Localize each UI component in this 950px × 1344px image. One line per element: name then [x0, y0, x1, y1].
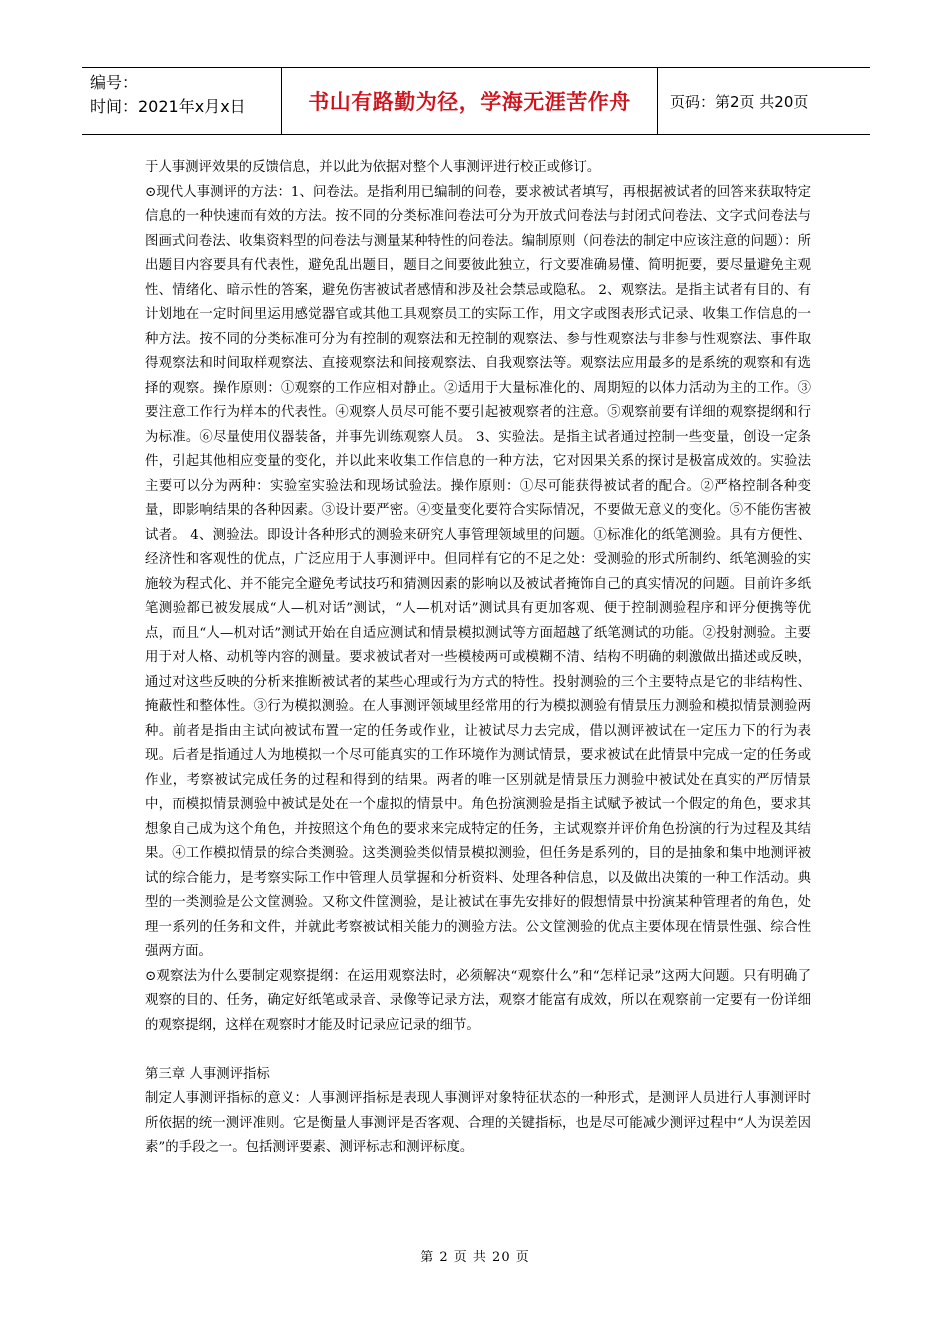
- header-page-number: 页码：第2页 共20页: [670, 92, 809, 111]
- document-number-label: 编号：: [90, 73, 139, 92]
- header-motto: 书山有路勤为径，学海无涯苦作舟: [282, 68, 658, 134]
- body-paragraph-2: ⊙现代人事测评的方法：1、问卷法。是指利用已编制的问卷，要求被试者填写，再根据被试者的回答来获取特定信息的一种快速而有效的方法。按不同的分类标准问卷法可分为开放式问卷法与封闭式问卷法、文字式问卷法与图画式问卷法、收集资料型的问卷法与测量某种特性的问卷法。编制原则（问卷法的制定中应该注意的问题）：所出题目内容要具有代表性，避免乱出题目，题目之间要彼此独立，行文要准确易懂、简明扼要，要尽量避免主观性、情绪化、暗示性的答案，避免伤害被试者感情和涉及社会禁忌或隐私。 2、观察法。是指主试者有目的、有计划地在一定时间里运用感觉器官或其他工具观察员工的实际工作，用文字或图表形式记录、收集工作信息的一种方法。按不同的分类标准可分为有控制的观察法和无控制的观察法、参与性观察法与非参与性观察法、事件取得观察法和时间取样观察法、直接观察法和间接观察法、自我观察法等。观察法应用最多的是系统的观察和有选择的观察。操作原则：①观察的工作应相对静止。②适用于大量标准化的、周期短的以体力活动为主的工作。③要注意工作行为样本的代表性。④观察人员尽可能不要引起被观察者的注意。⑤观察前要有详细的观察提纲和行为标准。⑥尽量使用仪器装备，并事先训练观察人员。 3、实验法。是指主试者通过控制一些变量，创设一定条件，引起其他相应变量的变化，并以此来收集工作信息的一种方法，它对因果关系的探讨是极富成效的。实验法主要可以分为两种：实验室实验法和现场试验法。操作原则：①尽可能获得被试者的配合。②严格控制各种变量，即影响结果的各种因素。③设计要严密。④变量变化要符合实际情况，不要做无意义的变化。⑤不能伤害被试者。 4、测验法。即设计各种形式的测验来研究人事管理领域里的问题。①标准化的纸笔测验。具有方便性、经济性和客观性的优点，广泛应用于人事测评中。但同样有它的不足之处：受测验的形式所制约、纸笔测验的实施较为程式化、并不能完全避免考试技巧和猜测因素的影响以及被试者掩饰自己的真实情况的问题。目前许多纸笔测验都已被发展成“人—机对话”测试，“人—机对话”测试具有更加客观、便于控制测验程序和评分便携等优点，而且“人—机对话”测试开始在自适应测试和情景模拟测试等方面超越了纸笔测试的功能。②投射测验。主要用于对人格、动机等内容的测量。要求被试者对一些模棱两可或模糊不清、结构不明确的刺激做出描述或反映，通过对这些反映的分析来推断被试者的某些心理或行为方式的特性。投射测验的三个主要特点是它的非结构性、掩蔽性和整体性。③行为模拟测验。在人事测评领域里经常用的行为模拟测验有情景压力测验和模拟情景测验两种。前者是指由主试向被试布置一定的任务或作业，让被试尽力去完成，借以测评被试在一定压力下的行为表现。后者是指通过人为地模拟一个尽可能真实的工作环境作为测试情景，要求被试在此情景中完成一定的任务或作业，考察被试完成任务的过程和得到的结果。两者的唯一区别就是情景压力测验中被试处在真实的严厉情景中，而模拟情景测验中被试是处在一个虚拟的情景中。角色扮演测验是指主试赋予被试一个假定的角色，要求其想象自己成为这个角色，并按照这个角色的要求来完成特定的任务，主试观察并评价角色扮演的行为过程及其结果。④工作模拟情景的综合类测验。这类测验类似情景模拟测验，但任务是系列的，目的是抽象和集中地测评被试的综合能力，是考察实际工作中管理人员掌握和分析资料、处理各种信息，以及做出决策的一种工作活动。典型的一类测验是公文筐测验。又称文件筐测验，是让被试在事先安排好的假想情景中扮演某种管理者的角色，处理一系列的任务和文件，并就此考察被试相关能力的测验方法。公文筐测验的优点主要体现在情景性强、综合性强两方面。: [145, 184, 811, 959]
- body-paragraph-3: ⊙观察法为什么要制定观察提纲：在运用观察法时，必须解决“观察什么”和“怎样记录”这两大问题。只有明确了观察的目的、任务，确定好纸笔或录音、录像等记录方法，观察才能富有成效，所以在观察前一定要有一份详细的观察提纲，这样在观察时才能及时记录应记录的细节。: [145, 968, 811, 1033]
- header-meta: [82, 68, 282, 134]
- page-footer: 第 2 页 共 20 页: [420, 1250, 530, 1265]
- document-body: [145, 156, 811, 1161]
- document-date: 时间：2021年x月x日: [90, 97, 246, 116]
- body-paragraph-1: 于人事测评效果的反馈信息，并以此为依据对整个人事测评进行校正或修订。: [145, 160, 601, 175]
- paragraph-spacer: [145, 1038, 811, 1063]
- chapter-paragraph: 制定人事测评指标的意义：人事测评指标是表现人事测评对象特征状态的一种形式，是测评人员进行人事测评时所依据的统一测评准则。它是衡量人事测评是否客观、合理的关键指标，也是尽可能减少测评过程中“人为误差因素”的手段之一。包括测评要素、测评标志和测评标度。: [145, 1091, 811, 1155]
- chapter-title: 第三章 人事测评指标: [145, 1066, 270, 1082]
- page-header: [82, 67, 870, 135]
